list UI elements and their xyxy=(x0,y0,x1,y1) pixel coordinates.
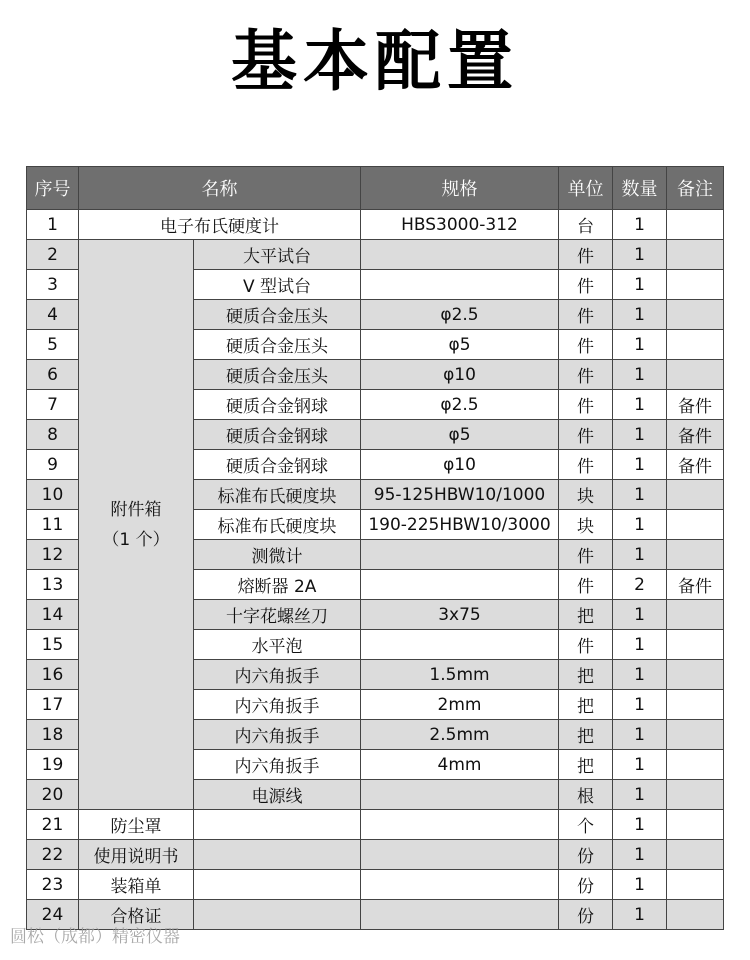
row-index: 23 xyxy=(27,870,79,900)
row-note xyxy=(667,630,724,660)
row-qty: 1 xyxy=(613,390,667,420)
row-unit: 把 xyxy=(559,600,613,630)
row-note xyxy=(667,480,724,510)
row-note: 备件 xyxy=(667,570,724,600)
group-count: （1 个） xyxy=(102,529,170,550)
row-unit: 件 xyxy=(559,270,613,300)
row-name: 防尘罩 xyxy=(79,810,194,840)
row-spec: φ10 xyxy=(361,450,559,480)
row-note xyxy=(667,660,724,690)
row-index: 21 xyxy=(27,810,79,840)
row-index: 8 xyxy=(27,420,79,450)
row-qty: 1 xyxy=(613,270,667,300)
table-row xyxy=(27,870,724,900)
header-qty: 数量 xyxy=(613,167,667,210)
row-note: 备件 xyxy=(667,390,724,420)
accessory-box-group xyxy=(79,240,194,810)
row-index: 15 xyxy=(27,630,79,660)
row-index: 20 xyxy=(27,780,79,810)
row-spec xyxy=(361,780,559,810)
row-name: 硬质合金压头 xyxy=(194,360,361,390)
row-index: 14 xyxy=(27,600,79,630)
row-qty: 1 xyxy=(613,360,667,390)
row-note xyxy=(667,360,724,390)
row-unit: 把 xyxy=(559,750,613,780)
row-index: 9 xyxy=(27,450,79,480)
row-unit: 件 xyxy=(559,420,613,450)
row-name: 硬质合金钢球 xyxy=(194,420,361,450)
row-name-extra xyxy=(194,810,361,840)
header-spec: 规格 xyxy=(361,167,559,210)
row-qty: 1 xyxy=(613,630,667,660)
header-note: 备注 xyxy=(667,167,724,210)
row-spec xyxy=(361,840,559,870)
table-row xyxy=(27,810,724,840)
page-title: 基本配置 xyxy=(231,23,519,100)
row-spec: φ5 xyxy=(361,330,559,360)
header-row xyxy=(27,167,724,210)
row-qty: 1 xyxy=(613,840,667,870)
header-unit: 单位 xyxy=(559,167,613,210)
row-unit: 件 xyxy=(559,360,613,390)
row-name: 装箱单 xyxy=(79,870,194,900)
row-name: 水平泡 xyxy=(194,630,361,660)
row-unit: 把 xyxy=(559,720,613,750)
row-index: 6 xyxy=(27,360,79,390)
row-name-extra xyxy=(194,870,361,900)
row-unit: 件 xyxy=(559,330,613,360)
row-name: 内六角扳手 xyxy=(194,660,361,690)
row-name: 内六角扳手 xyxy=(194,750,361,780)
row-qty: 1 xyxy=(613,660,667,690)
row-unit: 件 xyxy=(559,570,613,600)
row-note xyxy=(667,750,724,780)
row-qty: 1 xyxy=(613,300,667,330)
row-index: 13 xyxy=(27,570,79,600)
row-spec: 2.5mm xyxy=(361,720,559,750)
row-index: 3 xyxy=(27,270,79,300)
row-name: 硬质合金压头 xyxy=(194,330,361,360)
row-qty: 1 xyxy=(613,540,667,570)
watermark: 圆松（成都）精密仪器 xyxy=(10,927,180,947)
header-index: 序号 xyxy=(27,167,79,210)
row-name: V 型试台 xyxy=(194,270,361,300)
row-note xyxy=(667,510,724,540)
row-unit: 件 xyxy=(559,630,613,660)
row-name: 标准布氏硬度块 xyxy=(194,480,361,510)
row-qty: 1 xyxy=(613,810,667,840)
table-row xyxy=(27,840,724,870)
row-spec xyxy=(361,240,559,270)
row-index: 2 xyxy=(27,240,79,270)
row-spec: φ2.5 xyxy=(361,300,559,330)
row-qty: 1 xyxy=(613,780,667,810)
row-name: 电源线 xyxy=(194,780,361,810)
row-name: 大平试台 xyxy=(194,240,361,270)
row-name: 电子布氏硬度计 xyxy=(79,210,361,240)
row-qty: 1 xyxy=(613,900,667,930)
row-qty: 1 xyxy=(613,510,667,540)
row-spec: 2mm xyxy=(361,690,559,720)
row-name-extra xyxy=(194,840,361,870)
row-qty: 1 xyxy=(613,330,667,360)
row-index: 19 xyxy=(27,750,79,780)
row-spec xyxy=(361,630,559,660)
row-note xyxy=(667,540,724,570)
row-spec: 95-125HBW10/1000 xyxy=(361,480,559,510)
row-unit: 件 xyxy=(559,450,613,480)
row-spec: 1.5mm xyxy=(361,660,559,690)
row-index: 1 xyxy=(27,210,79,240)
row-index: 22 xyxy=(27,840,79,870)
row-note xyxy=(667,240,724,270)
row-note xyxy=(667,720,724,750)
row-index: 11 xyxy=(27,510,79,540)
row-note xyxy=(667,600,724,630)
row-qty: 1 xyxy=(613,210,667,240)
row-note xyxy=(667,900,724,930)
row-unit: 件 xyxy=(559,240,613,270)
row-name: 合格证 xyxy=(79,900,194,930)
row-index: 16 xyxy=(27,660,79,690)
row-spec xyxy=(361,540,559,570)
row-index: 17 xyxy=(27,690,79,720)
row-qty: 1 xyxy=(613,420,667,450)
row-index: 4 xyxy=(27,300,79,330)
row-name: 硬质合金压头 xyxy=(194,300,361,330)
row-spec: 3x75 xyxy=(361,600,559,630)
row-unit: 块 xyxy=(559,510,613,540)
row-unit: 份 xyxy=(559,900,613,930)
row-note xyxy=(667,300,724,330)
row-unit: 把 xyxy=(559,690,613,720)
row-unit: 个 xyxy=(559,810,613,840)
row-note xyxy=(667,780,724,810)
row-name: 硬质合金钢球 xyxy=(194,450,361,480)
row-spec xyxy=(361,900,559,930)
row-note xyxy=(667,870,724,900)
table-row xyxy=(27,210,724,240)
row-qty: 1 xyxy=(613,750,667,780)
row-spec xyxy=(361,810,559,840)
config-table xyxy=(26,166,724,930)
row-note xyxy=(667,210,724,240)
row-spec: φ5 xyxy=(361,420,559,450)
row-qty: 1 xyxy=(613,240,667,270)
row-spec xyxy=(361,270,559,300)
row-note xyxy=(667,330,724,360)
row-qty: 2 xyxy=(613,570,667,600)
row-qty: 1 xyxy=(613,450,667,480)
row-name: 内六角扳手 xyxy=(194,690,361,720)
row-name: 测微计 xyxy=(194,540,361,570)
row-note: 备件 xyxy=(667,420,724,450)
row-index: 7 xyxy=(27,390,79,420)
row-spec: HBS3000-312 xyxy=(361,210,559,240)
row-qty: 1 xyxy=(613,720,667,750)
row-unit: 块 xyxy=(559,480,613,510)
row-spec: φ2.5 xyxy=(361,390,559,420)
row-name: 标准布氏硬度块 xyxy=(194,510,361,540)
row-qty: 1 xyxy=(613,690,667,720)
row-unit: 份 xyxy=(559,870,613,900)
row-name: 十字花螺丝刀 xyxy=(194,600,361,630)
table-row xyxy=(27,240,724,270)
row-index: 12 xyxy=(27,540,79,570)
row-spec xyxy=(361,870,559,900)
row-unit: 根 xyxy=(559,780,613,810)
row-note xyxy=(667,810,724,840)
group-label: 附件箱 xyxy=(110,499,162,520)
row-name-extra xyxy=(194,900,361,930)
row-name: 硬质合金钢球 xyxy=(194,390,361,420)
row-note xyxy=(667,840,724,870)
row-unit: 把 xyxy=(559,660,613,690)
row-index: 5 xyxy=(27,330,79,360)
row-unit: 件 xyxy=(559,390,613,420)
row-unit: 份 xyxy=(559,840,613,870)
row-index: 18 xyxy=(27,720,79,750)
row-unit: 件 xyxy=(559,540,613,570)
row-index: 10 xyxy=(27,480,79,510)
header-name: 名称 xyxy=(79,167,361,210)
row-qty: 1 xyxy=(613,870,667,900)
row-unit: 件 xyxy=(559,300,613,330)
row-note: 备件 xyxy=(667,450,724,480)
row-unit: 台 xyxy=(559,210,613,240)
row-note xyxy=(667,270,724,300)
row-spec: φ10 xyxy=(361,360,559,390)
row-spec xyxy=(361,570,559,600)
row-spec: 4mm xyxy=(361,750,559,780)
row-qty: 1 xyxy=(613,480,667,510)
row-index: 24 xyxy=(27,900,79,930)
row-name: 熔断器 2A xyxy=(194,570,361,600)
row-spec: 190-225HBW10/3000 xyxy=(361,510,559,540)
row-name: 使用说明书 xyxy=(79,840,194,870)
row-name: 内六角扳手 xyxy=(194,720,361,750)
row-qty: 1 xyxy=(613,600,667,630)
row-note xyxy=(667,690,724,720)
